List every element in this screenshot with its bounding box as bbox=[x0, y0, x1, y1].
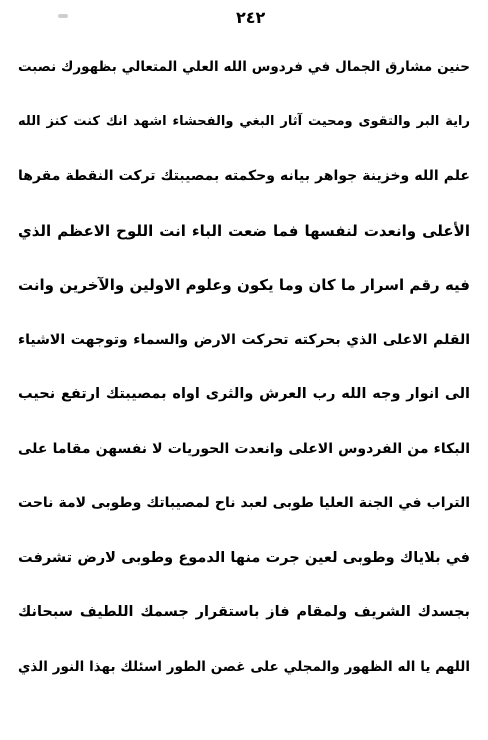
text-block bbox=[18, 40, 470, 694]
text-line: الأعلى وانعدت لنفسها فما ضعت الباء انت اللوح الاعظم الذي bbox=[18, 221, 470, 240]
text-line: القلم الاعلى الذي بحركته تحركت الارض والسماء وتوجهت الاشياء bbox=[18, 331, 470, 348]
text-line: البكاء من الفردوس الاعلى وانعدت الحوريات لا نفسهن مقاما على bbox=[18, 440, 470, 457]
text-line: فيه رقم اسرار ما كان وما يكون وعلوم الاولين والآخرين وانت bbox=[18, 276, 470, 294]
text-line: في بلاياك وطوبى لعين جرت منها الدموع وطوبى لارض تشرفت bbox=[18, 549, 470, 566]
text-line: التراب في الجنة العليا طوبى لعبد ناح لمصيباتك وطوبى لامة ناحت bbox=[18, 495, 470, 511]
text-line: الى انوار وجه الله رب العرش والثرى اواه بمصيبتك ارتفع نحيب bbox=[18, 386, 470, 402]
text-line: حنين مشارق الجمال في فردوس الله العلي المتعالي بظهورك نصبت bbox=[18, 59, 470, 75]
text-line: راية البر والتقوى ومحيت آثار البغي والفحشاء اشهد انك كنت كنز الله bbox=[18, 113, 470, 129]
page-number: ٢٤٢ bbox=[236, 8, 266, 27]
ink-smudge bbox=[58, 14, 68, 18]
text-line: بجسدك الشريف ولمقام فاز باستقرار جسمك اللطيف سبحانك bbox=[18, 604, 470, 620]
text-line: اللهم يا اله الظهور والمجلي على غصن الطور اسئلك بهذا النور الذي bbox=[18, 658, 470, 675]
text-line: علم الله وخزينة جواهر بيانه وحكمته بمصيبتك تركت النقطة مقرها bbox=[18, 168, 470, 184]
